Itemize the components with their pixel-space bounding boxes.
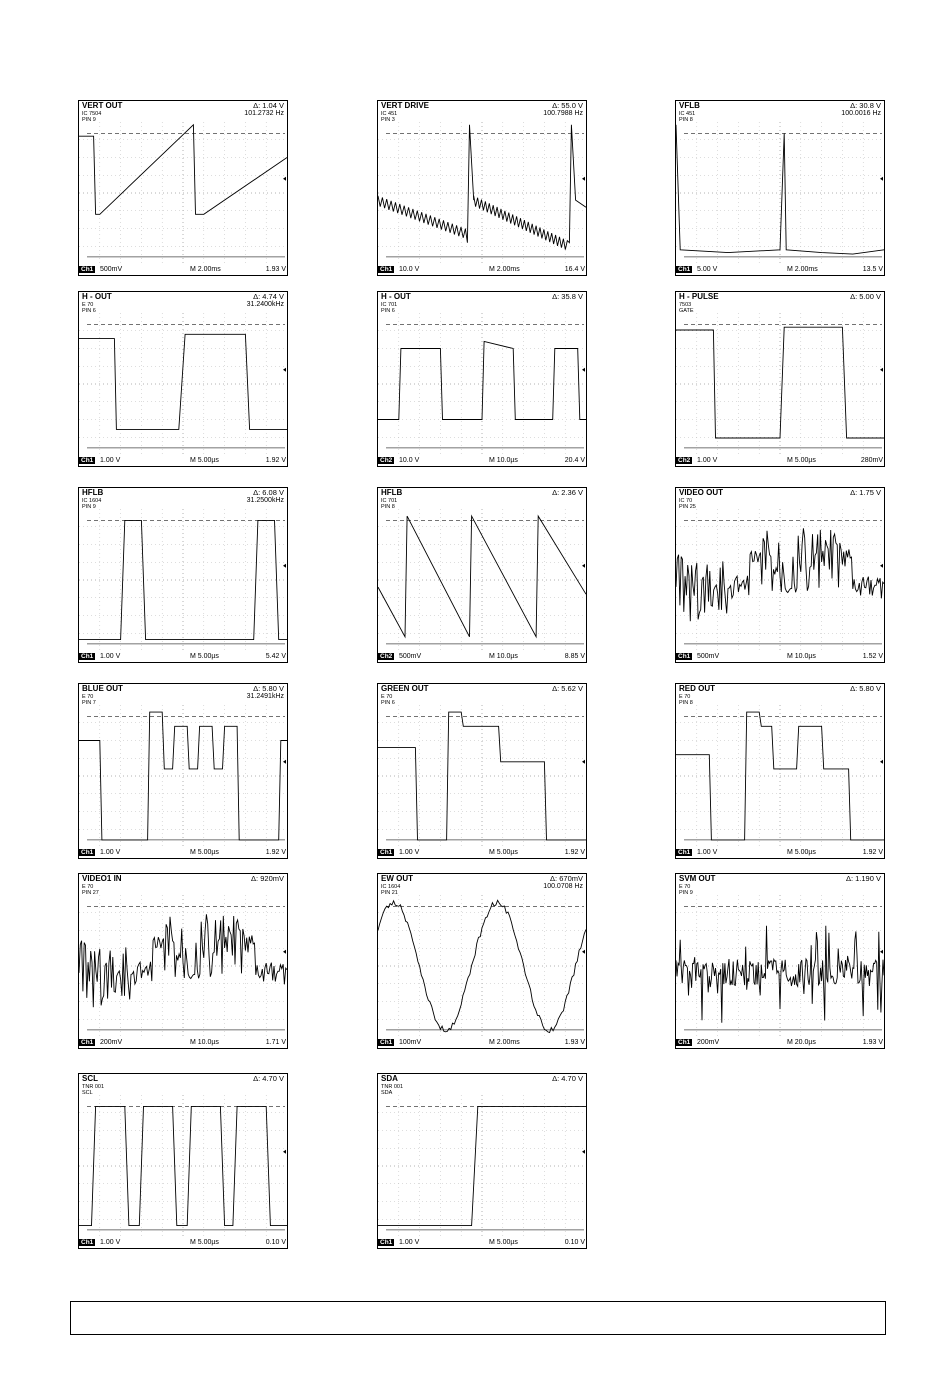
channel-badge: Ch1: [678, 1039, 691, 1046]
scope-panel: [377, 487, 587, 663]
scope-screen: [78, 873, 288, 1049]
time-per-div: M 10.0µs: [489, 457, 518, 464]
time-per-div: M 2.00ms: [489, 1039, 520, 1046]
scope-panel: [675, 873, 885, 1049]
trigger-level: 280mV: [860, 457, 883, 464]
volts-per-div: 1.00 V: [100, 1239, 121, 1246]
volts-per-div: 100mV: [399, 1039, 422, 1046]
scope-screen: [377, 1073, 587, 1249]
scope-pin-label: PIN 9: [82, 117, 96, 123]
scope-pin-label: PIN 9: [82, 504, 96, 510]
delta-readout: Δ: 1.04 V: [253, 101, 284, 110]
frequency-readout: 31.2500kHz: [246, 497, 284, 504]
scope-title: VIDEO OUT: [679, 488, 724, 497]
trigger-level: 0.10 V: [564, 1239, 585, 1246]
delta-readout: Δ: 670mV: [550, 874, 583, 883]
time-per-div: M 5.00µs: [190, 849, 219, 856]
time-per-div: M 20.0µs: [787, 1039, 816, 1046]
scope-panel: [377, 873, 587, 1049]
scope-pin-label: SCL: [82, 1090, 93, 1096]
scope-title: RED OUT: [679, 684, 715, 693]
trigger-level: 1.93 V: [564, 1039, 585, 1046]
volts-per-div: 1.00 V: [100, 653, 121, 660]
scope-pin-label: GATE: [679, 308, 694, 314]
trigger-level: 16.4 V: [564, 266, 585, 273]
trigger-level: 1.52 V: [862, 653, 883, 660]
volts-per-div: 500mV: [697, 653, 720, 660]
scope-panel: [78, 683, 288, 859]
scope-pin-label: PIN 21: [381, 890, 398, 896]
volts-per-div: 1.00 V: [100, 457, 121, 464]
scope-title: VFLB: [679, 101, 700, 110]
scope-screen: [78, 1073, 288, 1249]
channel-badge: Ch1: [380, 266, 393, 273]
footer-box: [70, 1301, 886, 1335]
trigger-level: 1.93 V: [862, 1039, 883, 1046]
time-per-div: M 2.00ms: [489, 266, 520, 273]
channel-badge: Ch2: [678, 457, 691, 464]
time-per-div: M 5.00µs: [489, 1239, 518, 1246]
delta-readout: Δ: 920mV: [251, 874, 284, 883]
scope-title: H - OUT: [82, 292, 112, 301]
scope-ic-label: E 70: [679, 694, 691, 700]
scope-pin-label: PIN 8: [679, 700, 693, 706]
scope-panel: [78, 873, 288, 1049]
time-per-div: M 5.00µs: [787, 849, 816, 856]
scope-pin-label: PIN 6: [82, 308, 96, 314]
scope-ic-label: E 70: [82, 302, 94, 308]
channel-badge: Ch1: [678, 849, 691, 856]
scope-pin-label: PIN 3: [381, 117, 395, 123]
scope-screen: [78, 487, 288, 663]
scope-pin-label: SDA: [381, 1090, 393, 1096]
scope-ic-label: E 70: [82, 694, 94, 700]
volts-per-div: 1.00 V: [697, 457, 718, 464]
channel-badge: Ch2: [380, 653, 393, 660]
volts-per-div: 200mV: [697, 1039, 720, 1046]
volts-per-div: 10.0 V: [399, 266, 420, 273]
time-per-div: M 5.00µs: [787, 457, 816, 464]
time-per-div: M 10.0µs: [489, 653, 518, 660]
trigger-level: 1.92 V: [862, 849, 883, 856]
delta-readout: Δ: 1.190 V: [845, 874, 881, 883]
delta-readout: Δ: 5.00 V: [850, 292, 881, 301]
scope-ic-label: TNR 001: [82, 1084, 105, 1090]
trigger-level: 8.85 V: [564, 653, 585, 660]
scope-panel: [78, 487, 288, 663]
scope-title: H - OUT: [381, 292, 411, 301]
scope-title: HFLB: [82, 488, 104, 497]
time-per-div: M 5.00µs: [190, 653, 219, 660]
channel-badge: Ch1: [81, 266, 94, 273]
scope-screen: [377, 487, 587, 663]
frequency-readout: 101.2732 Hz: [244, 110, 284, 117]
time-per-div: M 5.00µs: [489, 849, 518, 856]
delta-readout: Δ: 5.62 V: [552, 684, 583, 693]
volts-per-div: 200mV: [100, 1039, 123, 1046]
time-per-div: M 2.00ms: [787, 266, 818, 273]
trigger-level: 1.71 V: [265, 1039, 286, 1046]
scope-title: SDA: [381, 1074, 398, 1083]
scope-ic-label: 7503: [679, 302, 692, 308]
scope-ic-label: IC 1604: [381, 884, 401, 890]
scope-title: BLUE OUT: [82, 684, 123, 693]
delta-readout: Δ: 55.0 V: [552, 101, 583, 110]
channel-badge: Ch1: [81, 653, 94, 660]
scope-ic-label: IC 701: [381, 498, 398, 504]
scope-panel: [675, 291, 885, 467]
channel-badge: Ch1: [380, 1239, 393, 1246]
frequency-readout: 31.2491kHz: [246, 693, 284, 700]
delta-readout: Δ: 4.74 V: [253, 292, 284, 301]
scope-title: GREEN OUT: [381, 684, 429, 693]
scope-screen: [675, 873, 885, 1049]
scope-pin-label: PIN 25: [679, 504, 696, 510]
time-per-div: M 2.00ms: [190, 266, 221, 273]
scope-panel: [78, 100, 288, 276]
delta-readout: Δ: 5.80 V: [253, 684, 284, 693]
scope-pin-label: PIN 9: [679, 890, 693, 896]
scope-screen: [377, 683, 587, 859]
scope-title: EW OUT: [381, 874, 413, 883]
volts-per-div: 500mV: [399, 653, 422, 660]
volts-per-div: 1.00 V: [100, 849, 121, 856]
time-per-div: M 5.00µs: [190, 457, 219, 464]
delta-readout: Δ: 35.8 V: [552, 292, 583, 301]
trigger-level: 1.92 V: [265, 457, 286, 464]
scope-panel: [675, 683, 885, 859]
scope-screen: [675, 100, 885, 276]
channel-badge: Ch1: [380, 849, 393, 856]
scope-title: VERT OUT: [82, 101, 123, 110]
scope-title: HFLB: [381, 488, 403, 497]
scope-title: H - PULSE: [679, 292, 719, 301]
trigger-level: 1.92 V: [265, 849, 286, 856]
channel-badge: Ch1: [81, 457, 94, 464]
scope-pin-label: PIN 7: [82, 700, 96, 706]
scope-screen: [78, 683, 288, 859]
scope-ic-label: IC 7504: [82, 111, 102, 117]
scope-panel: [377, 100, 587, 276]
scope-pin-label: PIN 27: [82, 890, 99, 896]
frequency-readout: 100.7988 Hz: [543, 110, 583, 117]
channel-badge: Ch1: [81, 1239, 94, 1246]
frequency-readout: 31.2400kHz: [246, 301, 284, 308]
trigger-level: 0.10 V: [265, 1239, 286, 1246]
scope-panel: [675, 487, 885, 663]
volts-per-div: 500mV: [100, 266, 123, 273]
scope-title: VERT DRIVE: [381, 101, 430, 110]
volts-per-div: 1.00 V: [697, 849, 718, 856]
delta-readout: Δ: 5.80 V: [850, 684, 881, 693]
channel-badge: Ch2: [380, 457, 393, 464]
channel-badge: Ch1: [81, 849, 94, 856]
scope-pin-label: PIN 6: [381, 308, 395, 314]
scope-panel: [377, 683, 587, 859]
delta-readout: Δ: 30.8 V: [850, 101, 881, 110]
delta-readout: Δ: 4.70 V: [552, 1074, 583, 1083]
trigger-level: 1.92 V: [564, 849, 585, 856]
scope-panel: [78, 291, 288, 467]
scope-title: SVM OUT: [679, 874, 716, 883]
channel-badge: Ch1: [81, 1039, 94, 1046]
trigger-level: 1.93 V: [265, 266, 286, 273]
scope-screen: [78, 291, 288, 467]
scope-ic-label: IC 451: [679, 111, 696, 117]
scope-ic-label: TNR 001: [381, 1084, 404, 1090]
trigger-level: 13.5 V: [862, 266, 883, 273]
scope-ic-label: E 70: [82, 884, 94, 890]
scope-title: VIDEO1 IN: [82, 874, 122, 883]
scope-panel: [78, 1073, 288, 1249]
scope-ic-label: IC 70: [679, 498, 693, 504]
scope-ic-label: IC 1604: [82, 498, 102, 504]
frequency-readout: 100.0708 Hz: [543, 883, 583, 890]
delta-readout: Δ: 2.36 V: [552, 488, 583, 497]
scope-screen: [675, 683, 885, 859]
scope-ic-label: IC 451: [381, 111, 398, 117]
trigger-level: 20.4 V: [564, 457, 585, 464]
scope-pin-label: PIN 6: [381, 700, 395, 706]
scope-screen: [377, 291, 587, 467]
volts-per-div: 1.00 V: [399, 849, 420, 856]
time-per-div: M 5.00µs: [190, 1239, 219, 1246]
volts-per-div: 10.0 V: [399, 457, 420, 464]
volts-per-div: 1.00 V: [399, 1239, 420, 1246]
channel-badge: Ch1: [678, 266, 691, 273]
scope-panel: [377, 291, 587, 467]
delta-readout: Δ: 1.75 V: [850, 488, 881, 497]
channel-badge: Ch1: [380, 1039, 393, 1046]
scope-ic-label: E 70: [381, 694, 393, 700]
scope-panel: [675, 100, 885, 276]
scope-screen: [675, 487, 885, 663]
delta-readout: Δ: 6.08 V: [253, 488, 284, 497]
scope-pin-label: PIN 8: [679, 117, 693, 123]
volts-per-div: 5.00 V: [697, 266, 718, 273]
time-per-div: M 10.0µs: [787, 653, 816, 660]
scope-title: SCL: [82, 1074, 98, 1083]
scope-screen: [675, 291, 885, 467]
scope-screen: [377, 873, 587, 1049]
scope-screen: [78, 100, 288, 276]
scope-ic-label: E 70: [679, 884, 691, 890]
time-per-div: M 10.0µs: [190, 1039, 219, 1046]
channel-badge: Ch1: [678, 653, 691, 660]
delta-readout: Δ: 4.70 V: [253, 1074, 284, 1083]
frequency-readout: 100.0016 Hz: [841, 110, 881, 117]
scope-ic-label: IC 701: [381, 302, 398, 308]
scope-screen: [377, 100, 587, 276]
scope-pin-label: PIN 8: [381, 504, 395, 510]
trigger-level: 5.42 V: [265, 653, 286, 660]
scope-panel: [377, 1073, 587, 1249]
